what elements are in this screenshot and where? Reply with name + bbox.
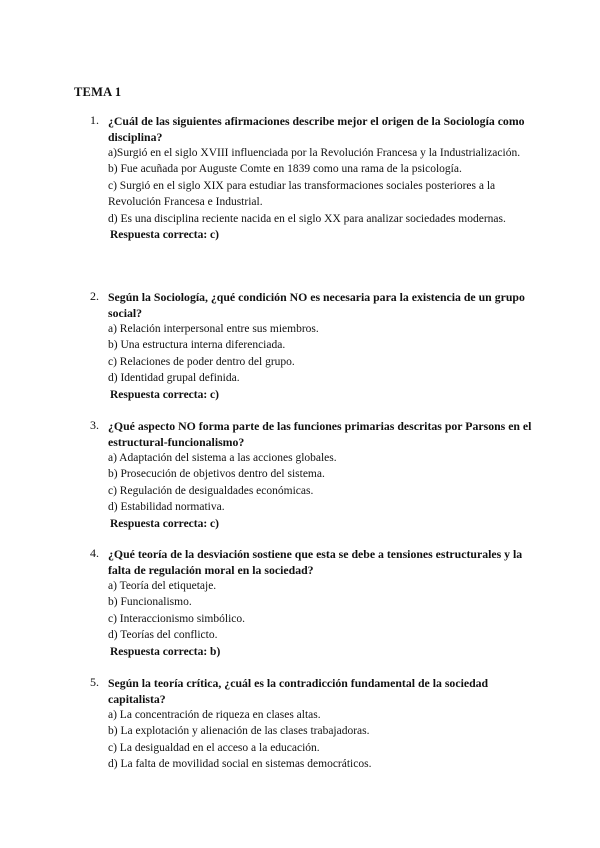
question-number: 5. — [90, 675, 99, 689]
option-c: c) Regulación de desigualdades económicas. — [108, 484, 314, 497]
option-d: d) Identidad grupal definida. — [108, 372, 240, 385]
question-text: ¿Cuál de las siguientes afirmaciones describe mejor el origen de la Sociología como disciplina? — [108, 114, 525, 144]
correct-answer: Respuesta correcta: c) — [110, 229, 219, 242]
option-a: a) Adaptación del sistema a las acciones globales. — [108, 452, 337, 464]
correct-answer: Respuesta correcta: c) — [110, 388, 219, 401]
question-3 — [90, 418, 535, 532]
correct-answer: Respuesta correcta: c) — [110, 517, 219, 530]
option-b: b) La explotación y alienación de las clases trabajadoras. — [108, 725, 370, 738]
question-5 — [90, 675, 535, 773]
question-number: 1. — [90, 113, 99, 127]
option-c: c) Relaciones de poder dentro del grupo. — [108, 355, 295, 368]
option-a: a) La concentración de riqueza en clases altas. — [108, 709, 321, 721]
page-title: TEMA 1 — [74, 85, 122, 99]
option-d: d) La falta de movilidad social en sistemas democráticos. — [108, 758, 372, 771]
option-a: a)Surgió en el siglo XVIII influenciada por la Revolución Francesa y la Industrialización. — [108, 147, 521, 159]
option-b: b) Funcionalismo. — [108, 596, 192, 609]
option-d: d) Teorías del conflicto. — [108, 629, 218, 642]
option-c: c) Interaccionismo simbólico. — [108, 612, 246, 625]
question-2 — [90, 289, 535, 403]
question-text: Según la Sociología, ¿qué condición NO es necesaria para la existencia de un grupo social? — [108, 290, 525, 320]
option-b: b) Fue acuñada por Auguste Comte en 1839 como una rama de la psicología. — [108, 163, 462, 176]
option-a: a) Relación interpersonal entre sus miembros. — [108, 323, 319, 335]
option-d: d) Estabilidad normativa. — [108, 501, 225, 514]
option-b: b) Una estructura interna diferenciada. — [108, 339, 286, 352]
option-b: b) Prosecución de objetivos dentro del sistema. — [108, 468, 325, 481]
question-4 — [90, 546, 535, 660]
option-d: d) Es una disciplina reciente nacida en el siglo XX para analizar sociedades modernas. — [108, 212, 506, 225]
question-text: Según la teoría crítica, ¿cuál es la contradicción fundamental de la sociedad capitalista? — [108, 676, 489, 706]
option-c: c) Surgió en el siglo XIX para estudiar las transformaciones sociales posteriores a la Revolución Francesa e Industrial. — [108, 179, 496, 209]
question-number: 2. — [90, 289, 99, 303]
option-a: a) Teoría del etiquetaje. — [108, 580, 217, 592]
question-text: ¿Qué aspecto NO forma parte de las funciones primarias descritas por Parsons en el estructural-funcionalismo? — [108, 419, 532, 449]
question-number: 3. — [90, 418, 99, 432]
question-text: ¿Qué teoría de la desviación sostiene que esta se debe a tensiones estructurales y la falta de regulación moral en la sociedad? — [108, 547, 523, 577]
option-c: c) La desigualdad en el acceso a la educación. — [108, 741, 320, 754]
question-1 — [90, 113, 535, 243]
question-number: 4. — [90, 546, 99, 560]
correct-answer: Respuesta correcta: b) — [110, 645, 221, 658]
